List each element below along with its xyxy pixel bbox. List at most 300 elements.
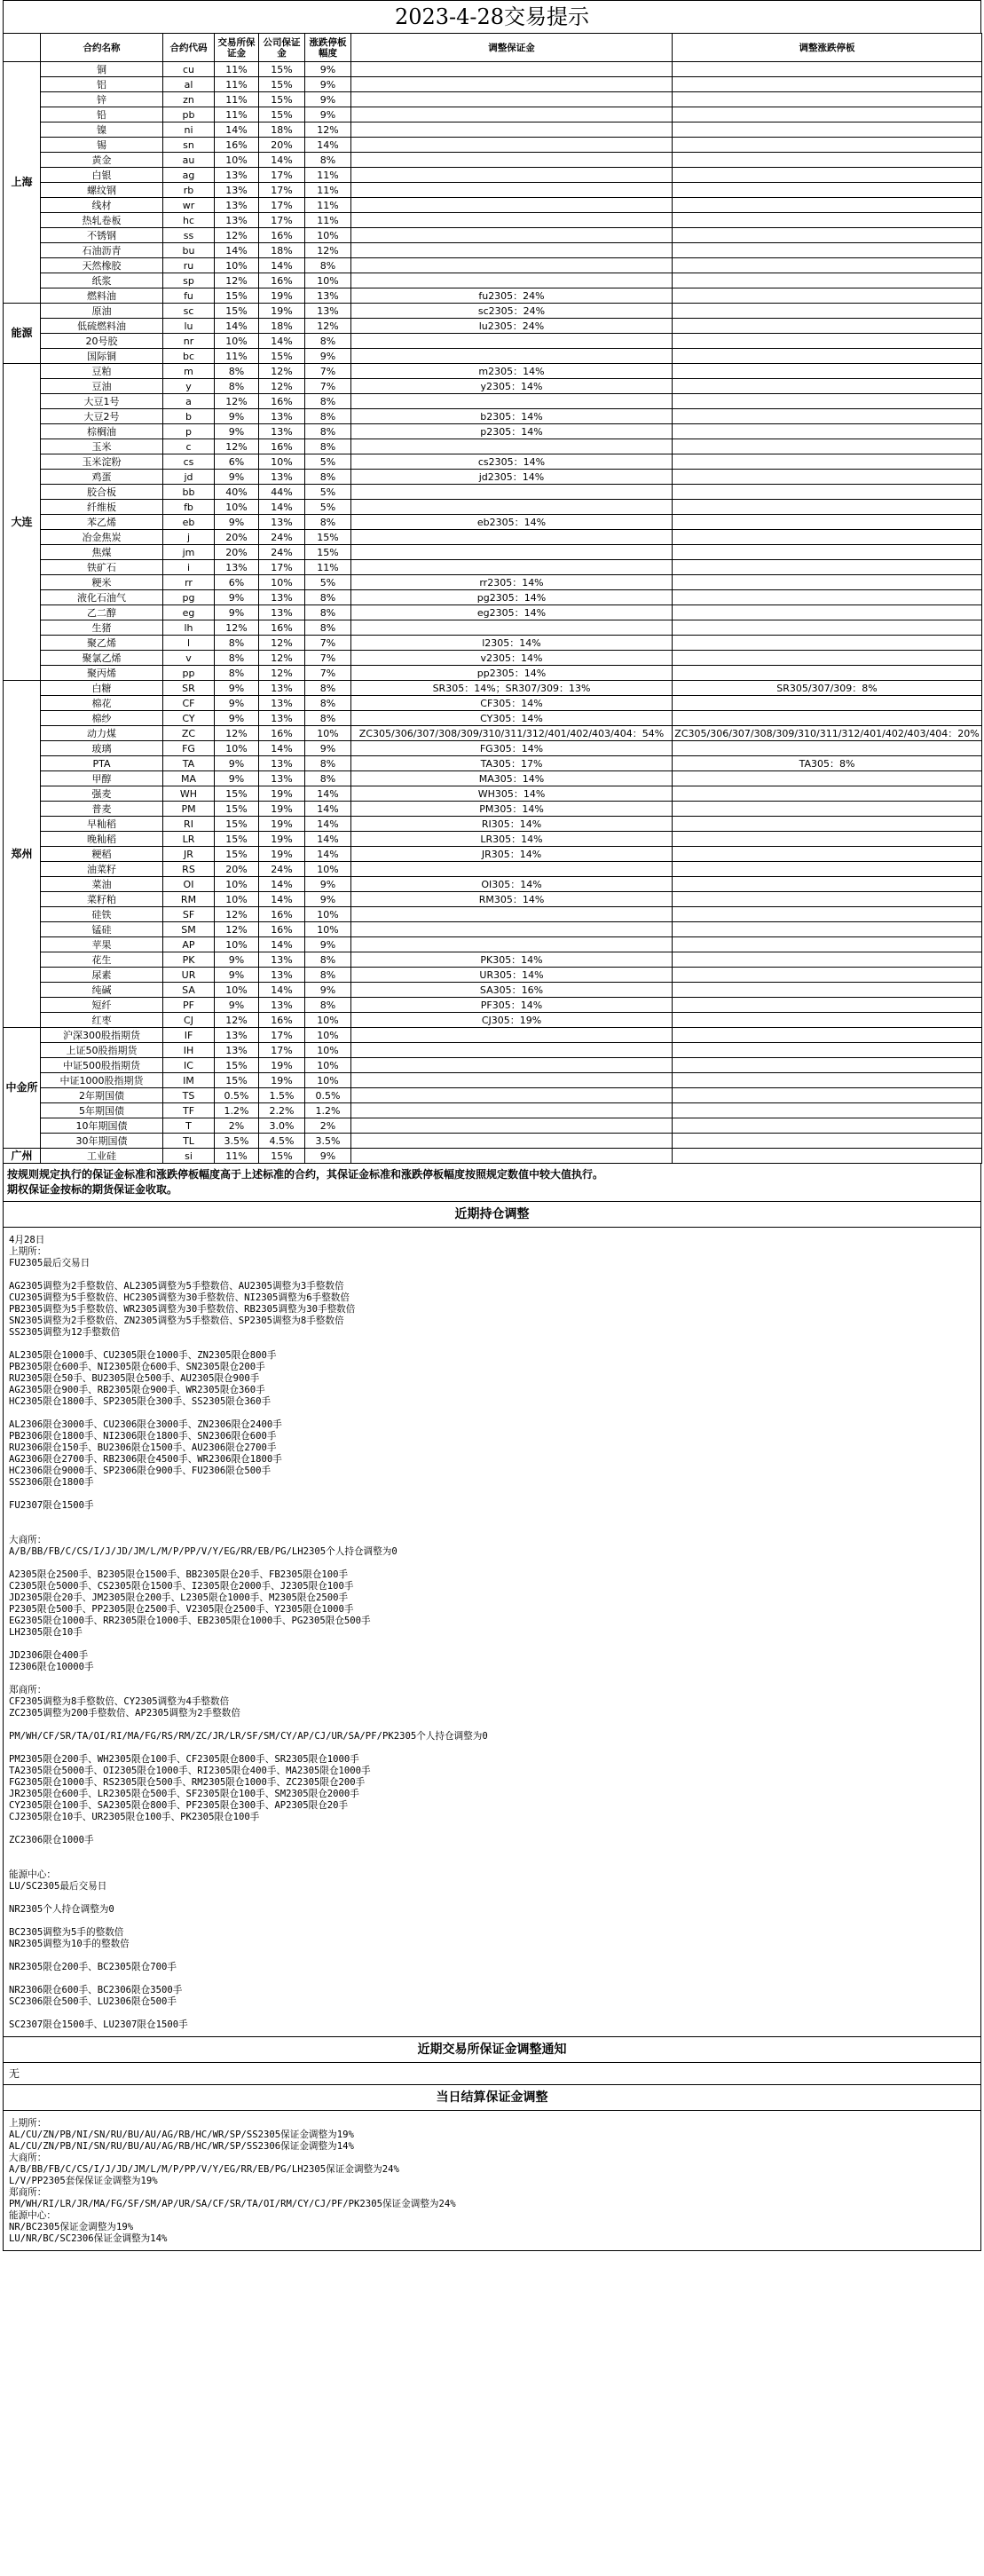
cell-exchange-margin: 14% [215,243,259,258]
cell-code: PK [163,952,215,968]
cell-adjust-margin: pg2305：14% [351,590,673,605]
cell-code: TS [163,1088,215,1103]
cell-code: sc [163,304,215,319]
exchange-notice-text: 无 [3,2063,981,2085]
cell-adjust-margin: ZC305/306/307/308/309/310/311/312/401/402/403/404：54% [351,726,673,741]
cell-adjust-margin [351,1043,673,1058]
cell-code: sn [163,138,215,153]
text-line: JR2305限仓600手、LR2305限仓500手、SF2305限仓100手、SM2305限仓2000手 [9,1789,359,1799]
cell-name: 焦煤 [41,545,163,560]
cell-limit: 9% [305,92,351,107]
cell-adjust-limit [673,213,982,228]
cell-adjust-limit [673,530,982,545]
cell-exchange-margin: 15% [215,817,259,832]
cell-limit: 10% [305,862,351,877]
cell-name: 聚丙烯 [41,666,163,681]
rule-note [3,1164,981,1202]
table-row [4,968,982,983]
table-row [4,364,982,379]
cell-limit: 10% [305,1043,351,1058]
table-row [4,454,982,470]
cell-name: 白糖 [41,681,163,696]
text-line [9,1742,975,1754]
cell-company-margin: 14% [259,741,305,756]
cell-name: 5年期国债 [41,1103,163,1118]
text-line: RU2306限仓150手、BU2306限仓1500手、AU2306限仓2700手 [9,1442,277,1453]
cell-exchange-margin: 40% [215,485,259,500]
cell-adjust-limit [673,907,982,922]
exchange-label: 中金所 [4,1028,41,1149]
table-row [4,817,982,832]
cell-limit: 14% [305,832,351,847]
position-section-title: 近期持仓调整 [3,1202,981,1228]
cell-exchange-margin: 12% [215,394,259,409]
cell-name: 铝 [41,77,163,92]
cell-code: PF [163,998,215,1013]
cell-adjust-margin: b2305：14% [351,409,673,424]
cell-adjust-margin: LR305：14% [351,832,673,847]
cell-limit: 8% [305,409,351,424]
cell-adjust-margin: m2305：14% [351,364,673,379]
text-line: SN2305调整为2手整数倍、ZN2305调整为5手整数倍、SP2305调整为8手整数倍 [9,1316,344,1326]
text-line: AL/CU/ZN/PB/NI/SN/RU/BU/AU/AG/RB/HC/WR/SP/SS2305保证金调整为19% [9,2130,354,2140]
cell-exchange-margin: 11% [215,77,259,92]
cell-code: SR [163,681,215,696]
cell-adjust-margin: OI305：14% [351,877,673,892]
cell-name: 硅铁 [41,907,163,922]
cell-code: bc [163,349,215,364]
cell-name: 生猪 [41,620,163,636]
table-row [4,243,982,258]
table-row [4,756,982,771]
cell-exchange-margin: 13% [215,183,259,198]
cell-limit: 7% [305,636,351,651]
table-row [4,681,982,696]
cell-company-margin: 17% [259,198,305,213]
exchange-label: 广州 [4,1149,41,1164]
cell-limit: 7% [305,364,351,379]
cell-company-margin: 16% [259,1013,305,1028]
table-row [4,575,982,590]
cell-name: 国际铜 [41,349,163,364]
cell-exchange-margin: 20% [215,530,259,545]
cell-exchange-margin: 2% [215,1118,259,1134]
text-line: 能源中心： [9,1869,56,1880]
cell-adjust-limit [673,470,982,485]
cell-company-margin: 17% [259,168,305,183]
cell-adjust-margin [351,273,673,288]
text-line: I2306限仓10000手 [9,1662,94,1672]
cell-exchange-margin: 9% [215,968,259,983]
cell-code: m [163,364,215,379]
cell-adjust-limit [673,304,982,319]
cell-adjust-margin: jd2305：14% [351,470,673,485]
cell-limit: 15% [305,530,351,545]
cell-name: 棉花 [41,696,163,711]
table-row [4,168,982,183]
cell-company-margin: 13% [259,968,305,983]
cell-code: sp [163,273,215,288]
cell-name: PTA [41,756,163,771]
text-line: P2305限仓500手、PP2305限仓2500手、V2305限仓2500手、Y2305限仓1000手 [9,1604,354,1615]
cell-company-margin: 14% [259,892,305,907]
cell-limit: 9% [305,1149,351,1164]
cell-adjust-margin [351,198,673,213]
text-line: 郑商所： [9,1685,47,1695]
cell-limit: 8% [305,681,351,696]
cell-company-margin: 16% [259,439,305,454]
cell-exchange-margin: 6% [215,575,259,590]
text-line [9,1892,975,1904]
cell-code: TA [163,756,215,771]
cell-company-margin: 18% [259,319,305,334]
cell-adjust-limit [673,515,982,530]
cell-exchange-margin: 0.5% [215,1088,259,1103]
cell-adjust-margin: RM305：14% [351,892,673,907]
text-line [9,1858,975,1869]
cell-limit: 8% [305,605,351,620]
cell-adjust-margin [351,349,673,364]
rule-note-line: 期权保证金按标的期货保证金收取。 [7,1183,178,1196]
col-header-adjust-limit: 调整涨跌停板 [673,34,982,62]
cell-adjust-limit [673,364,982,379]
cell-limit: 10% [305,228,351,243]
text-line: LH2305限仓10手 [9,1627,83,1638]
cell-company-margin: 19% [259,1073,305,1088]
cell-name: 乙二醇 [41,605,163,620]
cell-code: RI [163,817,215,832]
cell-code: pg [163,590,215,605]
cell-adjust-margin: SA305：16% [351,983,673,998]
cell-adjust-limit [673,439,982,454]
exchange-label: 上海 [4,62,41,304]
cell-exchange-margin: 10% [215,500,259,515]
cell-company-margin: 12% [259,379,305,394]
table-row [4,349,982,364]
table-row [4,741,982,756]
cell-company-margin: 12% [259,651,305,666]
cell-adjust-limit [673,620,982,636]
cell-adjust-limit [673,696,982,711]
table-row [4,998,982,1013]
text-line: NR/BC2305保证金调整为19% [9,2222,134,2232]
cell-company-margin: 13% [259,515,305,530]
cell-adjust-margin [351,530,673,545]
table-row [4,620,982,636]
cell-adjust-limit [673,666,982,681]
table-row [4,802,982,817]
cell-exchange-margin: 12% [215,907,259,922]
cell-code: AP [163,937,215,952]
cell-limit: 5% [305,575,351,590]
cell-limit: 9% [305,983,351,998]
cell-company-margin: 15% [259,77,305,92]
table-row [4,605,982,620]
cell-code: l [163,636,215,651]
table-row [4,319,982,334]
cell-exchange-margin: 11% [215,92,259,107]
cell-adjust-limit [673,243,982,258]
cell-name: 铅 [41,107,163,122]
text-line: RU2305限仓50手、BU2305限仓500手、AU2305限仓900手 [9,1373,260,1384]
cell-exchange-margin: 9% [215,605,259,620]
cell-code: IM [163,1073,215,1088]
cell-adjust-margin [351,1088,673,1103]
settlement-title: 当日结算保证金调整 [3,2085,981,2111]
cell-limit: 8% [305,515,351,530]
cell-adjust-margin: v2305：14% [351,651,673,666]
cell-adjust-margin: lu2305：24% [351,319,673,334]
cell-company-margin: 13% [259,771,305,786]
cell-exchange-margin: 3.5% [215,1134,259,1149]
cell-limit: 8% [305,756,351,771]
text-line: A/B/BB/FB/C/CS/I/J/JD/JM/L/M/P/PP/V/Y/EG/RR/EB/PG/LH2305个人持仓调整为0 [9,1546,398,1557]
cell-adjust-limit [673,786,982,802]
cell-code: cu [163,62,215,77]
text-line: JD2306限仓400手 [9,1650,89,1661]
cell-name: 强麦 [41,786,163,802]
cell-name: 鸡蛋 [41,470,163,485]
cell-adjust-margin [351,862,673,877]
cell-code: b [163,409,215,424]
cell-limit: 9% [305,62,351,77]
cell-code: ZC [163,726,215,741]
cell-adjust-margin [351,500,673,515]
cell-code: cs [163,454,215,470]
cell-code: FG [163,741,215,756]
cell-limit: 11% [305,213,351,228]
cell-company-margin: 13% [259,711,305,726]
cell-code: JR [163,847,215,862]
cell-company-margin: 20% [259,138,305,153]
cell-company-margin: 14% [259,334,305,349]
cell-exchange-margin: 11% [215,1149,259,1164]
cell-company-margin: 16% [259,620,305,636]
cell-company-margin: 14% [259,153,305,168]
cell-adjust-limit [673,575,982,590]
cell-company-margin: 13% [259,681,305,696]
table-row [4,288,982,304]
cell-company-margin: 13% [259,952,305,968]
text-line: NR2305限仓200手、BC2305限仓700手 [9,1962,177,1972]
cell-name: 天然橡胶 [41,258,163,273]
cell-name: 10年期国债 [41,1118,163,1134]
cell-adjust-margin: rr2305：14% [351,575,673,590]
cell-code: eb [163,515,215,530]
cell-limit: 8% [305,153,351,168]
cell-exchange-margin: 15% [215,802,259,817]
cell-name: 粳米 [41,575,163,590]
cell-adjust-limit [673,590,982,605]
cell-exchange-margin: 8% [215,666,259,681]
cell-name: 锡 [41,138,163,153]
cell-name: 热轧卷板 [41,213,163,228]
cell-limit: 1.2% [305,1103,351,1118]
cell-code: TL [163,1134,215,1149]
text-line [9,2008,975,2019]
text-line [9,1973,975,1985]
cell-name: 沪深300股指期货 [41,1028,163,1043]
cell-limit: 8% [305,711,351,726]
cell-code: fu [163,288,215,304]
table-row [4,907,982,922]
cell-limit: 8% [305,771,351,786]
cell-company-margin: 17% [259,560,305,575]
cell-exchange-margin: 15% [215,1073,259,1088]
cell-limit: 9% [305,741,351,756]
cell-limit: 9% [305,349,351,364]
cell-adjust-margin [351,183,673,198]
cell-name: 冶金焦炭 [41,530,163,545]
cell-exchange-margin: 11% [215,62,259,77]
cell-adjust-limit [673,122,982,138]
cell-name: 石油沥青 [41,243,163,258]
cell-limit: 13% [305,288,351,304]
text-line: L/V/PP2305套保保证金调整为19% [9,2176,158,2186]
cell-company-margin: 19% [259,832,305,847]
cell-exchange-margin: 8% [215,364,259,379]
cell-adjust-limit [673,1118,982,1134]
table-row [4,153,982,168]
cell-adjust-limit [673,138,982,153]
cell-adjust-margin [351,922,673,937]
cell-company-margin: 19% [259,802,305,817]
text-line [9,1719,975,1731]
cell-adjust-limit [673,92,982,107]
cell-company-margin: 19% [259,304,305,319]
cell-name: 30年期国债 [41,1134,163,1149]
cell-company-margin: 19% [259,1058,305,1073]
exchange-header [4,34,41,62]
text-line: 上期所： [9,1246,47,1257]
cell-limit: 8% [305,998,351,1013]
cell-adjust-margin [351,1028,673,1043]
text-line: PM/WH/CF/SR/TA/OI/RI/MA/FG/RS/RM/ZC/JR/LR/SF/SM/CY/AP/CJ/UR/SA/PF/PK2305个人持仓调整为0 [9,1731,488,1742]
cell-company-margin: 44% [259,485,305,500]
cell-name: 不锈钢 [41,228,163,243]
cell-name: 大豆1号 [41,394,163,409]
cell-exchange-margin: 9% [215,470,259,485]
text-line: CJ2305限仓10手、UR2305限仓100手、PK2305限仓100手 [9,1812,260,1822]
cell-adjust-limit [673,968,982,983]
cell-code: PM [163,802,215,817]
text-line: SS2306限仓1800手 [9,1477,94,1488]
cell-adjust-limit [673,560,982,575]
col-header-limit: 涨跌停板幅度 [305,34,351,62]
exchange-notice-title: 近期交易所保证金调整通知 [3,2037,981,2063]
cell-company-margin: 14% [259,983,305,998]
cell-adjust-margin [351,62,673,77]
cell-name: 菜油 [41,877,163,892]
text-line: 郑商所： [9,2187,47,2198]
cell-name: 油菜籽 [41,862,163,877]
cell-code: RS [163,862,215,877]
cell-limit: 0.5% [305,1088,351,1103]
cell-adjust-limit [673,288,982,304]
cell-limit: 8% [305,696,351,711]
text-line: 4月28日 [9,1235,45,1245]
table-row [4,1118,982,1134]
text-line: 能源中心： [9,2210,56,2221]
cell-limit: 10% [305,726,351,741]
cell-adjust-limit [673,379,982,394]
cell-limit: 7% [305,379,351,394]
cell-exchange-margin: 9% [215,409,259,424]
cell-name: 白银 [41,168,163,183]
cell-company-margin: 13% [259,605,305,620]
text-line: AL2306限仓3000手、CU2306限仓3000手、ZN2306限仓2400手 [9,1419,282,1430]
cell-limit: 8% [305,968,351,983]
cell-exchange-margin: 9% [215,998,259,1013]
cell-code: au [163,153,215,168]
table-row [4,379,982,394]
cell-name: 红枣 [41,1013,163,1028]
cell-adjust-limit [673,1103,982,1118]
cell-adjust-limit [673,409,982,424]
cell-limit: 5% [305,500,351,515]
cell-exchange-margin: 14% [215,319,259,334]
text-line: A/B/BB/FB/C/CS/I/J/JD/JM/L/M/P/PP/V/Y/EG/RR/EB/PG/LH2305保证金调整为24% [9,2164,399,2175]
cell-code: wr [163,198,215,213]
table-row [4,847,982,862]
cell-exchange-margin: 9% [215,515,259,530]
cell-adjust-margin: cs2305：14% [351,454,673,470]
text-line: 上期所： [9,2118,47,2129]
cell-limit: 12% [305,319,351,334]
cell-adjust-margin: CY305：14% [351,711,673,726]
cell-adjust-limit [673,454,982,470]
cell-adjust-margin: CJ305：19% [351,1013,673,1028]
table-row [4,862,982,877]
cell-exchange-margin: 10% [215,892,259,907]
cell-company-margin: 19% [259,847,305,862]
cell-limit: 10% [305,1013,351,1028]
cell-limit: 7% [305,666,351,681]
cell-company-margin: 19% [259,817,305,832]
cell-adjust-limit [673,651,982,666]
cell-name: 苹果 [41,937,163,952]
cell-name: 大豆2号 [41,409,163,424]
cell-company-margin: 15% [259,62,305,77]
cell-name: 中证1000股指期货 [41,1073,163,1088]
text-line [9,1558,975,1569]
text-line: PM/WH/RI/LR/JR/MA/FG/SF/SM/AP/UR/SA/CF/SR/TA/OI/RM/CY/CJ/PF/PK2305保证金调整为24% [9,2199,456,2209]
text-line [9,1823,975,1835]
cell-company-margin: 3.0% [259,1118,305,1134]
cell-code: TF [163,1103,215,1118]
cell-exchange-margin: 12% [215,228,259,243]
cell-name: 晚籼稻 [41,832,163,847]
cell-name: 锌 [41,92,163,107]
cell-adjust-limit [673,334,982,349]
cell-company-margin: 19% [259,288,305,304]
table-row [4,122,982,138]
cell-limit: 10% [305,1028,351,1043]
cell-company-margin: 24% [259,530,305,545]
col-header-code: 合约代码 [163,34,215,62]
cell-code: bb [163,485,215,500]
table-row [4,545,982,560]
cell-adjust-margin: y2305：14% [351,379,673,394]
text-line: SC2306限仓500手、LU2306限仓500手 [9,1996,177,2007]
table-row [4,696,982,711]
cell-exchange-margin: 9% [215,424,259,439]
cell-limit: 12% [305,122,351,138]
cell-adjust-margin [351,138,673,153]
cell-adjust-limit [673,922,982,937]
cell-name: 中证500股指期货 [41,1058,163,1073]
table-row [4,666,982,681]
